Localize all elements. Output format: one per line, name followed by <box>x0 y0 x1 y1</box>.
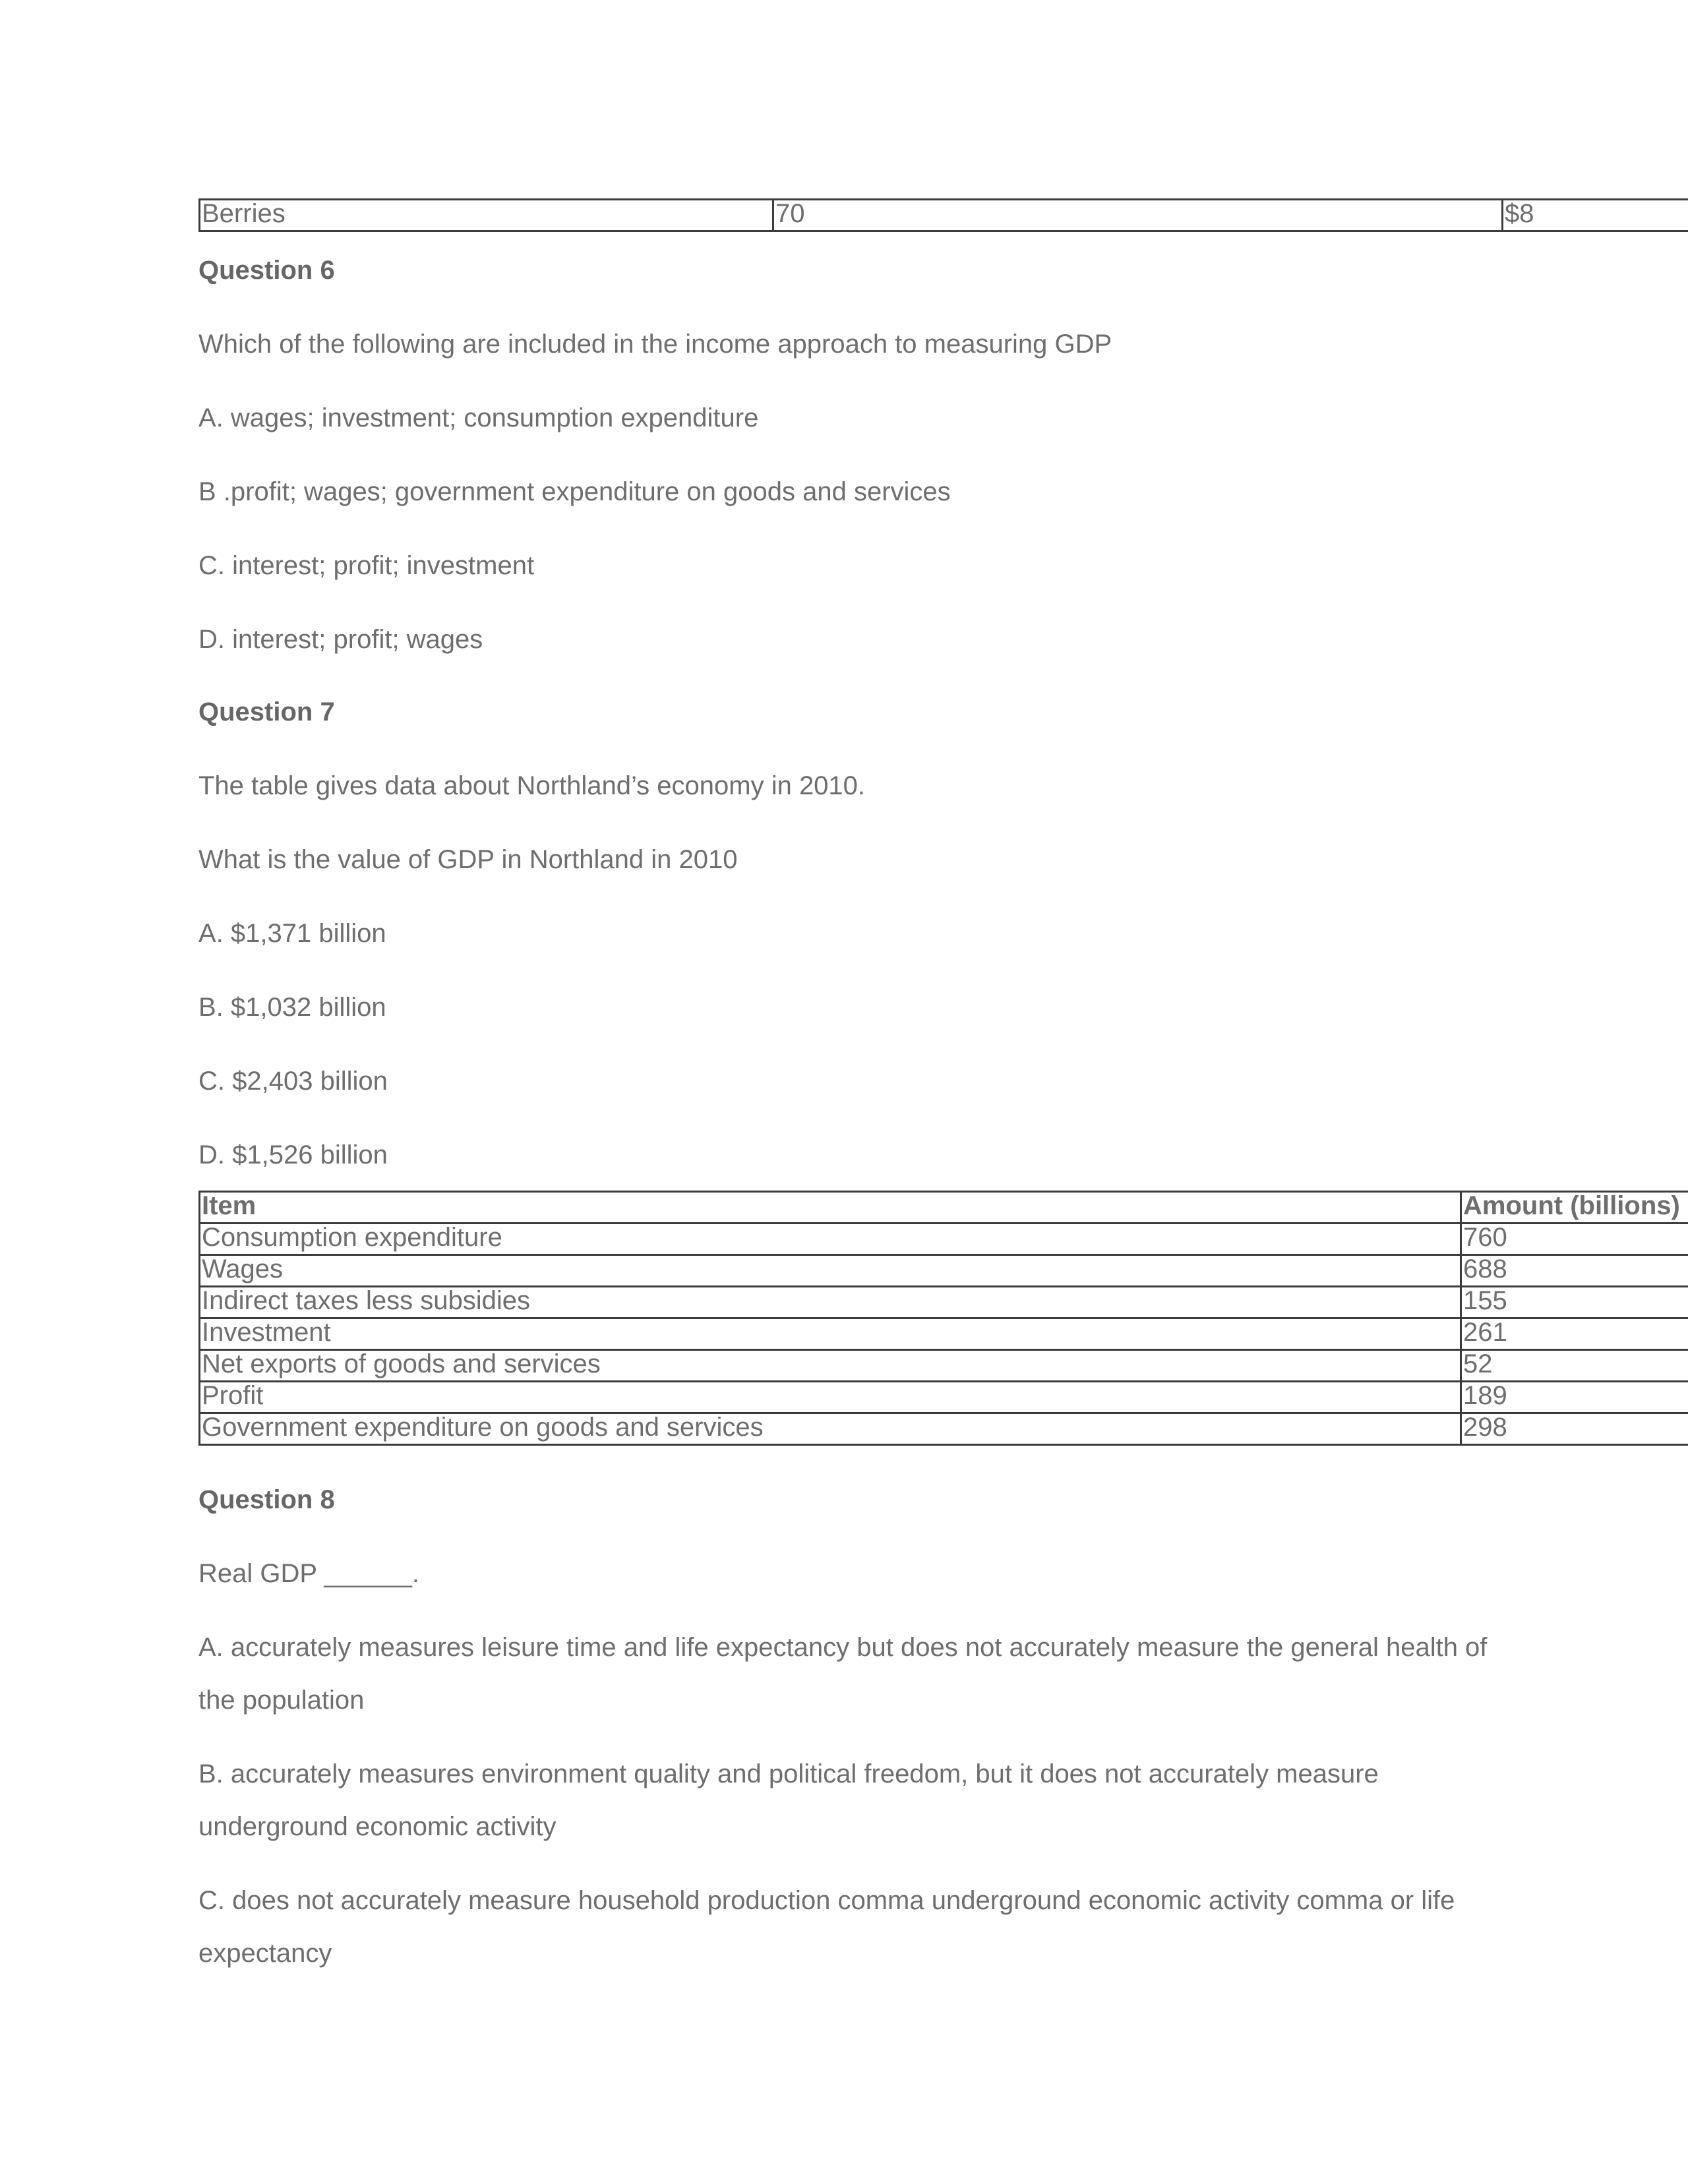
question-6 <box>198 244 1517 666</box>
question-prompt: The table gives data about Northland’s economy in 2010. <box>198 771 866 800</box>
question-prompt: Which of the following are included in the income approach to measuring GDP <box>198 330 1112 359</box>
table-cell: $8 <box>1503 200 1688 231</box>
table-header-row <box>200 1192 1688 1224</box>
answer-option-c: C. does not accurately measure household production comma underground economic activity comma or life expectancy <box>198 1886 1455 1968</box>
answer-option-c: C. interest; profit; investment <box>198 551 535 580</box>
table-cell: Net exports of goods and services <box>200 1350 1461 1382</box>
answer-option-b: B. $1,032 billion <box>198 993 386 1022</box>
answer-option-a: A. $1,371 billion <box>198 919 386 948</box>
answer-option-a: A. wages; investment; consumption expenditure <box>198 403 759 432</box>
table-row <box>200 200 1688 231</box>
table-cell: Investment <box>200 1318 1461 1350</box>
table-cell: Indirect taxes less subsidies <box>200 1287 1461 1318</box>
table-cell: 70 <box>773 200 1503 231</box>
table-cell: Berries <box>200 200 773 231</box>
question-title: Question 6 <box>198 256 335 285</box>
table-cell: 688 <box>1461 1255 1688 1287</box>
table-cell: 155 <box>1461 1287 1688 1318</box>
table-cell: Government expenditure on goods and services <box>200 1413 1461 1445</box>
answer-option-a: A. accurately measures leisure time and life expectancy but does not accurately measure the general health of the population <box>198 1633 1488 1715</box>
answer-option-d: D. $1,526 billion <box>198 1140 388 1169</box>
produce-table <box>198 198 1688 232</box>
table-row <box>200 1413 1688 1445</box>
table-cell: 261 <box>1461 1318 1688 1350</box>
table-row <box>200 1224 1688 1255</box>
answer-option-b: B. accurately measures environment quality and political freedom, but it does not accurately measure underground economic activity <box>198 1759 1379 1841</box>
table-row <box>200 1255 1688 1287</box>
table-cell: Consumption expenditure <box>200 1224 1461 1255</box>
column-header-item: Item <box>200 1192 1461 1224</box>
table-cell: Wages <box>200 1255 1461 1287</box>
answer-option-d: D. interest; profit; wages <box>198 625 483 654</box>
question-7 <box>198 686 1517 1181</box>
answer-option-c: C. $2,403 billion <box>198 1067 388 1096</box>
answer-option-b: B .profit; wages; government expenditure on goods and services <box>198 477 951 506</box>
column-header-amount: Amount (billions) <box>1461 1192 1688 1224</box>
table-cell: 189 <box>1461 1382 1688 1413</box>
question-prompt-secondary: What is the value of GDP in Northland in 2010 <box>198 845 738 874</box>
gdp-data-table <box>198 1191 1688 1446</box>
table-row <box>200 1350 1688 1382</box>
question-title: Question 7 <box>198 697 335 726</box>
question-title: Question 8 <box>198 1485 335 1514</box>
table-cell: 52 <box>1461 1350 1688 1382</box>
table-row <box>200 1318 1688 1350</box>
table-row <box>200 1287 1688 1318</box>
table-cell: Profit <box>200 1382 1461 1413</box>
question-8 <box>198 1473 1504 1980</box>
table-row <box>200 1382 1688 1413</box>
table-cell: 760 <box>1461 1224 1688 1255</box>
table-cell: 298 <box>1461 1413 1688 1445</box>
question-prompt: Real GDP ______. <box>198 1559 420 1588</box>
